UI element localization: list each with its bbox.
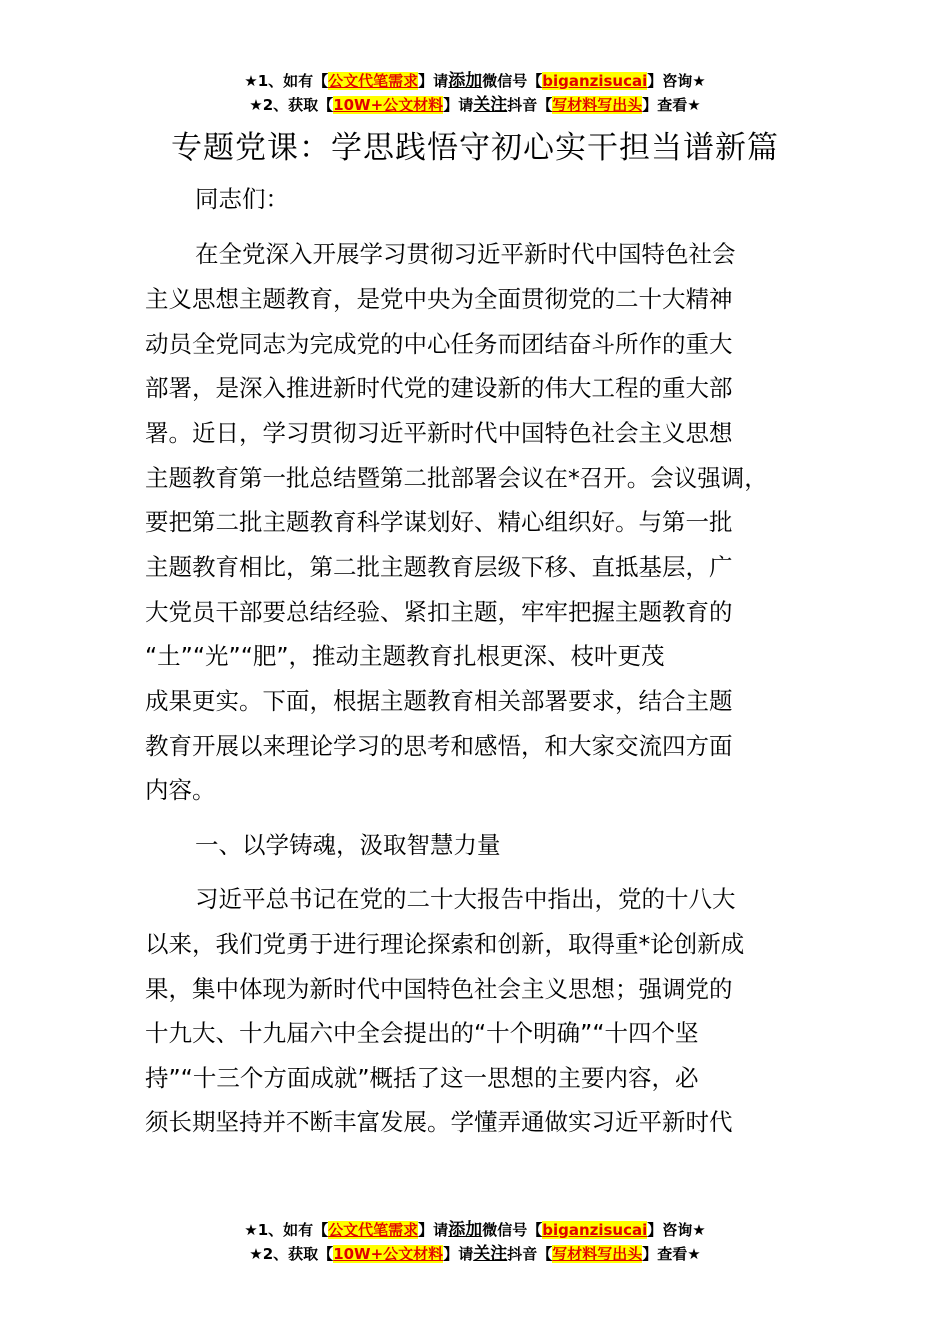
paragraph-line: “土”“光”“肥”，推动主题教育扎根更深、枝叶更茂: [145, 642, 665, 670]
paragraph-line: 果，集中体现为新时代中国特色社会主义思想；强调党的: [145, 975, 733, 1003]
paragraph-line: 主义思想主题教育，是党中央为全面贯彻党的二十大精神: [145, 285, 733, 313]
paragraph-line: 主题教育相比，第二批主题教育层级下移、直抵基层，广: [145, 553, 733, 581]
footer-banner-line-1: ★1、如有【公文代笔需求】请添加微信号【biganzisucai】咨询★: [244, 1220, 706, 1240]
paragraph-line: 须长期坚持并不断丰富发展。学懂弄通做实习近平新时代: [145, 1108, 733, 1136]
paragraph-line: 大党员干部要总结经验、紧扣主题，牢牢把握主题教育的: [145, 598, 733, 626]
paragraph-line: 动员全党同志为完成党的中心任务而团结奋斗所作的重大: [145, 330, 733, 358]
paragraph-line: 内容。: [145, 776, 216, 804]
paragraph-line: 主题教育第一批总结暨第二批部署会议在*召开。会议强调，: [145, 464, 768, 492]
paragraph-line: 署。近日，学习贯彻习近平新时代中国特色社会主义思想: [145, 419, 733, 447]
header-banner-line-2: ★2、获取【10W+公文材料】请关注抖音【写材料写出头】查看★: [249, 95, 701, 115]
header-banner-line-1: ★1、如有【公文代笔需求】请添加微信号【biganzisucai】咨询★: [244, 71, 706, 91]
paragraph-line: 同志们：: [195, 185, 289, 213]
document-title: 专题党课：学思践悟守初心实干担当谱新篇: [171, 130, 779, 166]
paragraph-line: 部署，是深入推进新时代党的建设新的伟大工程的重大部: [145, 374, 733, 402]
paragraph-line: 持”“十三个方面成就”概括了这一思想的主要内容，必: [145, 1064, 699, 1092]
paragraph-line: 十九大、十九届六中全会提出的“十个明确”“十四个坚: [145, 1019, 699, 1047]
paragraph-line: 以来，我们党勇于进行理论探索和创新，取得重*论创新成: [145, 930, 745, 958]
paragraph-line: 习近平总书记在党的二十大报告中指出，党的十八大: [195, 885, 736, 913]
paragraph-line: 教育开展以来理论学习的思考和感悟，和大家交流四方面: [145, 732, 733, 760]
paragraph-line: 要把第二批主题教育科学谋划好、精心组织好。与第一批: [145, 508, 733, 536]
paragraph-line: 在全党深入开展学习贯彻习近平新时代中国特色社会: [195, 240, 736, 268]
footer-banner-line-2: ★2、获取【10W+公文材料】请关注抖音【写材料写出头】查看★: [249, 1244, 701, 1264]
paragraph-line: 成果更实。下面，根据主题教育相关部署要求，结合主题: [145, 687, 733, 715]
section-heading: 一、以学铸魂，汲取智慧力量: [195, 831, 501, 859]
